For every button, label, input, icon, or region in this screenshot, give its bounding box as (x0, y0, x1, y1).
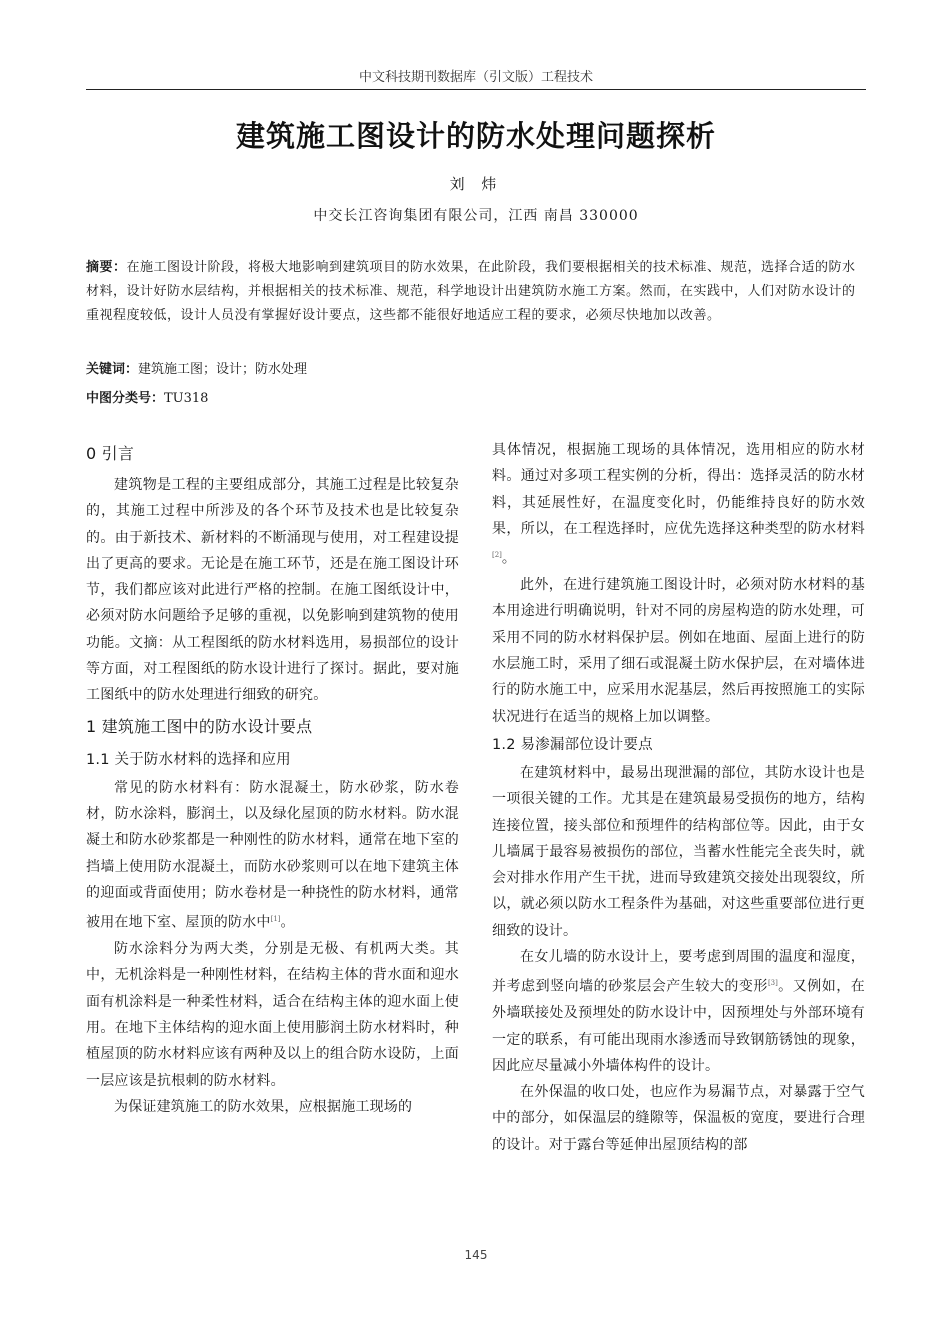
classification (86, 387, 866, 406)
right-column (492, 437, 865, 1158)
header-rule (86, 89, 866, 90)
paragraph-text: 在女儿墙的防水设计上，要考虑到周围的温度和湿度，并考虑到竖向墙的砂浆层会产生较大的变形 (492, 949, 865, 995)
abstract-text: 在施工图设计阶段，将极大地影响到建筑项目的防水效果，在此阶段，我们要根据相关的技术标准、规范，选择合适的防水材料，设计好防水层结构，并根据相关的技术标准、规范，科学地设计出建筑防水施工方案。然而，在实践中，人们对防水设计的重视程度较低，设计人员没有掌握好设计要点，这些都不能很好地适应工程的要求，必须尽快地加以改善。 (86, 260, 856, 323)
classification-label: 中图分类号： (86, 391, 165, 406)
paragraph-end: 。又例如，在外墙联接处及预埋处的防水设计中，因预埋处与外部环境有一定的联系，有可能出现雨水渗透而导致钢筋锈蚀的现象，因此应尽量减小外墙体构件的设计。 (492, 978, 865, 1074)
journal-header: 中文科技期刊数据库（引文版）工程技术 (358, 70, 593, 85)
left-column (86, 436, 459, 1120)
keywords-label: 关键词： (86, 362, 139, 377)
paragraph-text: 常见的防水材料有：防水混凝土，防水砂浆，防水卷材，防水涂料，膨润土，以及绿化屋顶的防水材料。防水混凝土和防水砂浆都是一种刚性的防水材料，通常在地下室的挡墙上使用防水混凝土，而防水砂浆则可以在地下建筑主体的迎面或背面使用；防水卷材是一种挠性的防水材料，通常被用在地下室、屋顶的防水中 (86, 779, 459, 931)
classification-text: TU318 (164, 391, 209, 406)
page-number: 145 (464, 1248, 488, 1262)
paragraph-text: 具体情况，根据施工现场的具体情况，选用相应的防水材料。通过对多项工程实例的分析，得出：选择灵活的防水材料，其延展性好，在温度变化时，仍能维持良好的防水效果，所以，在工程选择时，应优先选择这种类型的防水材料 (492, 442, 865, 537)
abstract-label: 摘要： (86, 260, 127, 275)
paragraph: 在建筑材料中，最易出现泄漏的部位，其防水设计也是一项很关键的工作。尤其是在建筑最易受损伤的地方，结构连接位置，接头部位和预埋件的结构部位等。因此，由于女儿墙属于最容易被损伤的部位，当蓄水性能完全丧失时，就会对排水作用产生干扰，进而导致建筑交接处出现裂纹，所以，就必须以防水工程条件为基础，对这些重要部位进行更细致的设计。 (492, 764, 865, 939)
paragraph: 防水涂料分为两大类，分别是无极、有机两大类。其中，无机涂料是一种刚性材料，在结构主体的背水面和迎水面有机涂料是一种柔性材料，适合在结构主体的迎水面上使用。在地下主体结构的迎水面上使用膨润土防水材料时，种植屋顶的防水材料应该有两种及以上的组合防水设防，上面一层应该是抗根刺的防水材料。 (86, 941, 459, 1089)
abstract (86, 256, 866, 328)
section-heading-intro: 0 引言 (86, 444, 135, 463)
subsection-heading-1-1: 1.1 关于防水材料的选择和应用 (86, 751, 291, 768)
citation-ref: [1] (270, 915, 281, 924)
subsection-heading-1-2: 1.2 易渗漏部位设计要点 (492, 736, 653, 753)
paragraph: 建筑物是工程的主要组成部分，其施工过程是比较复杂的，其施工过程中所涉及的各个环节及技术也是比较复杂的。由于新技术、新材料的不断涌现与使用，对工程建设提出了更高的要求。无论是在施工环节，还是在施工图设计环节，我们都应该对此进行严格的控制。在施工图纸设计中，必须对防水问题给予足够的重视，以免影响到建筑物的使用功能。文摘：从工程图纸的防水材料选用，易损部位的设计等方面，对工程图纸的防水设计进行了探讨。据此，要对施工图纸中的防水处理进行细致的研究。 (86, 477, 459, 704)
keywords (86, 358, 866, 377)
paragraph-end: 。 (280, 914, 295, 931)
keywords-text: 建筑施工图；设计；防水处理 (138, 362, 308, 377)
citation-ref: [3] (767, 979, 778, 988)
paragraph: 在外保温的收口处，也应作为易漏节点，对暴露于空气中的部分，如保温层的缝隙等，保温板的宽度，要进行合理的设计。对于露台等延伸出屋顶结构的部 (492, 1084, 865, 1153)
paragraph: 此外，在进行建筑施工图设计时，必须对防水材料的基本用途进行明确说明，针对不同的房屋构造的防水处理，可采用不同的防水材料保护层。例如在地面、屋面上进行的防水层施工时，采用了细石或混凝土防水保护层，在对墙体进行的防水施工中，应采用水泥基层，然后再按照施工的实际状况进行在适当的规格上加以调整。 (492, 577, 865, 725)
paragraph: 为保证建筑施工的防水效果，应根据施工现场的 (114, 1098, 413, 1115)
paragraph (492, 437, 865, 572)
paragraph (86, 775, 459, 936)
paragraph (492, 944, 865, 1079)
affiliation: 中交长江咨询集团有限公司，江西 南昌 330000 (313, 208, 639, 224)
paragraph-end: 。 (501, 550, 517, 567)
citation-ref: [2] (492, 551, 502, 560)
paper-title: 建筑施工图设计的防水处理问题探析 (235, 119, 716, 153)
author: 刘 炜 (449, 175, 503, 193)
section-heading-1: 1 建筑施工图中的防水设计要点 (86, 716, 313, 736)
